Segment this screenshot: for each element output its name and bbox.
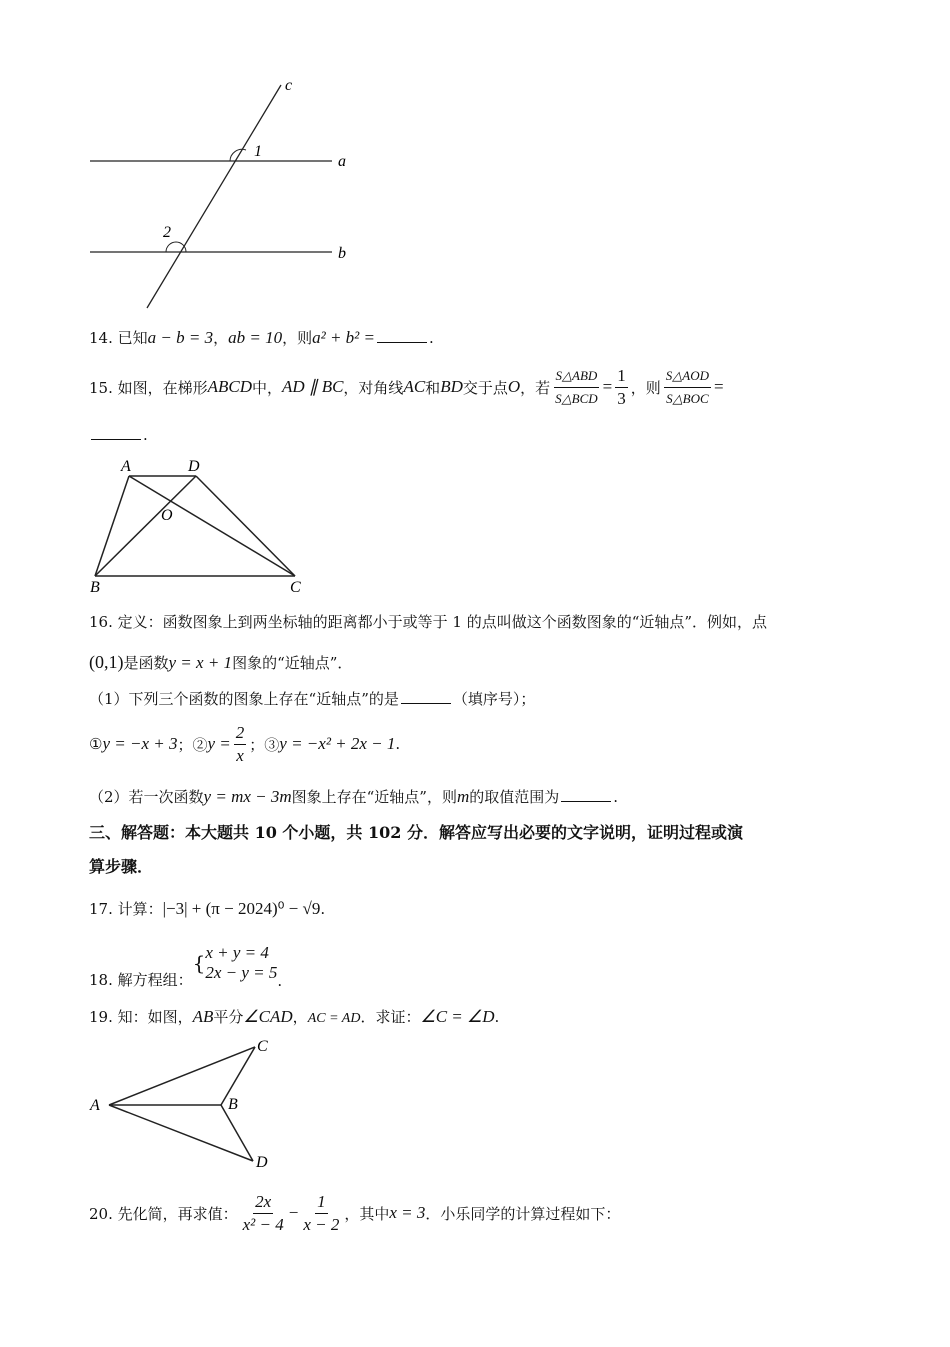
question-20 — [89, 1185, 620, 1241]
q16-p2a: （2）若一次函数 — [89, 788, 204, 806]
q15-frac1-num: S△ABD — [554, 365, 600, 388]
label-A: A — [90, 1097, 100, 1114]
q16-f2-num: 2 — [234, 722, 247, 745]
question-18 — [89, 932, 282, 994]
label-D: D — [256, 1154, 268, 1171]
q14-eq3: a² + b² = — [312, 328, 375, 347]
label-angle-2: 2 — [163, 224, 171, 241]
q16-end: . — [395, 735, 401, 753]
q16-p2c: 的取值范围为 — [469, 788, 560, 806]
q15-frac2-num: S△AOD — [664, 365, 711, 388]
q15-frac2-den: S△BOC — [666, 390, 709, 406]
q20-f2-num: 1 — [315, 1191, 328, 1214]
q16-line1: 16. 定义：函数图象上到两坐标轴的距离都小于或等于 1 的点叫做这个函数图象的“近轴点”．例如，点 — [89, 613, 768, 631]
q16-f3: y = −x² + 2x − 1 — [279, 734, 396, 753]
q15-ac: AC — [403, 377, 426, 396]
q16-point: (0,1) — [89, 652, 124, 672]
label-c: c — [285, 77, 293, 94]
q16-f2y: y = — [207, 734, 231, 753]
q19-cad: ∠CAD — [243, 1007, 293, 1026]
q14-sep: ， — [213, 329, 229, 347]
q20-frac1 — [241, 1191, 286, 1236]
q18-end: . — [277, 972, 283, 990]
q19-acad: AC = AD — [307, 1011, 361, 1026]
q16-c1: ① — [89, 735, 103, 753]
q15-frac-value — [615, 365, 628, 410]
label-D: D — [188, 458, 200, 475]
q18-system — [205, 943, 277, 983]
q16-part1-blank[interactable] — [401, 702, 451, 704]
q20-prefix: 20. 先化简，再求值： — [89, 1204, 238, 1223]
q15-answer-blank[interactable] — [91, 438, 141, 440]
q20-f1-den: x² − 4 — [242, 1214, 284, 1234]
label-angle-1: 1 — [254, 143, 262, 160]
q15-and: 和 — [425, 378, 441, 397]
q15-frac1-den: S△BCD — [555, 390, 598, 406]
question-15 — [89, 362, 724, 412]
q15-frac2 — [664, 365, 711, 410]
q14-prefix: 14. 已知 — [89, 329, 148, 347]
q15-t2: ，对角线 — [343, 378, 404, 397]
q16-part2 — [89, 786, 618, 807]
q15-parallel: AD ∥ BC — [282, 377, 344, 396]
q20-f2-den: x − 2 — [303, 1214, 340, 1234]
q19-prefix: 19. 知：如图， — [89, 1008, 193, 1026]
q14-mid: ，则 — [282, 329, 313, 347]
label-b: b — [338, 245, 346, 262]
q16-p2func: y = mx − 3m — [203, 787, 292, 806]
q17-expr: |−3| + (π − 2024)⁰ − √9 — [162, 899, 321, 918]
q16-s2: ；③ — [249, 735, 280, 754]
section-3-heading-line1: 三、解答题：本大题共 10 个小题，共 102 分．解答应写出必要的文字说明，证明过程或演 — [89, 823, 743, 842]
question-17 — [89, 898, 325, 919]
question-14 — [89, 327, 434, 348]
label-C: C — [257, 1038, 268, 1055]
q16-p2m: m — [456, 787, 470, 806]
q16-l2a: 是函数 — [123, 654, 169, 672]
parallel-lines-figure — [80, 70, 370, 315]
q15-val-den: 3 — [617, 388, 626, 408]
question-19 — [89, 1006, 499, 1027]
q14-answer-blank[interactable] — [377, 341, 427, 343]
q16-s1: ；② — [177, 735, 208, 754]
q15-trapezoid: ABCD — [207, 377, 253, 396]
q19-proof: ∠C = ∠D — [420, 1007, 495, 1026]
q15-in: 中， — [252, 378, 283, 397]
q20-xval: x = 3 — [389, 1203, 426, 1222]
q15-val-num: 1 — [615, 365, 628, 388]
trapezoid-figure — [85, 452, 315, 597]
q17-prefix: 17. 计算： — [89, 900, 163, 918]
q20-frac2 — [301, 1191, 341, 1236]
q18-eq1: x + y = 4 — [205, 943, 269, 962]
q15-o: O — [507, 377, 521, 396]
q16-part1 — [89, 688, 535, 709]
q20-minus: − — [288, 1203, 299, 1222]
q15-end: . — [143, 426, 148, 444]
q19-t1: 平分 — [213, 1008, 244, 1026]
q16-p2b: 图象上存在“近轴点”，则 — [291, 788, 457, 806]
q19-end: . — [494, 1008, 500, 1026]
label-C: C — [290, 579, 301, 596]
q14-eq1: a − b = 3 — [147, 328, 214, 347]
q15-t3: 交于点 — [462, 378, 508, 397]
label-A: A — [121, 458, 131, 475]
q18-eq2: 2x − y = 5 — [205, 963, 278, 982]
q18-brace: { — [192, 951, 206, 975]
q15-answer-line — [89, 426, 148, 444]
q15-eq1: = — [602, 377, 613, 396]
q15-frac1 — [553, 365, 600, 410]
q19-t2: ， — [292, 1008, 308, 1026]
q16-part2-blank[interactable] — [561, 800, 611, 802]
kite-figure — [85, 1035, 285, 1175]
label-B: B — [90, 579, 100, 596]
q15-t5: ，则 — [630, 378, 661, 397]
label-B: B — [228, 1096, 238, 1113]
q16-p1b: （填序号）； — [452, 690, 536, 708]
q16-f1: y = −x + 3 — [102, 734, 178, 753]
q15-bd: BD — [440, 377, 463, 396]
q16-func: y = x + 1 — [168, 653, 233, 672]
q15-eq2: = — [714, 377, 724, 396]
label-O: O — [161, 507, 173, 524]
q20-t2: ．小乐同学的计算过程如下： — [425, 1204, 621, 1223]
q20-t1: ，其中 — [344, 1204, 390, 1223]
q18-prefix: 18. 解方程组： — [89, 971, 193, 989]
q16-p2end: . — [613, 788, 619, 806]
q16-line2 — [89, 652, 352, 673]
q16-options — [89, 716, 400, 772]
q15-t4: ，若 — [520, 378, 551, 397]
label-a: a — [338, 153, 346, 170]
q14-eq2: ab = 10 — [228, 328, 283, 347]
q15-prefix: 15. 如图，在梯形 — [89, 378, 208, 397]
q20-f1-num: 2x — [253, 1191, 273, 1214]
q19-ab: AB — [192, 1007, 214, 1026]
q16-f2-den: x — [236, 745, 244, 765]
q16-p1a: （1）下列三个函数的图象上存在“近轴点”的是 — [89, 690, 399, 708]
q16-f2-frac — [234, 722, 247, 767]
q17-end: . — [320, 900, 326, 918]
section-3-heading-line2: 算步骤． — [89, 857, 154, 876]
q19-t3: ．求证： — [360, 1008, 421, 1026]
q16-l2b: 图象的“近轴点”． — [232, 654, 353, 672]
q14-end: . — [428, 329, 434, 347]
